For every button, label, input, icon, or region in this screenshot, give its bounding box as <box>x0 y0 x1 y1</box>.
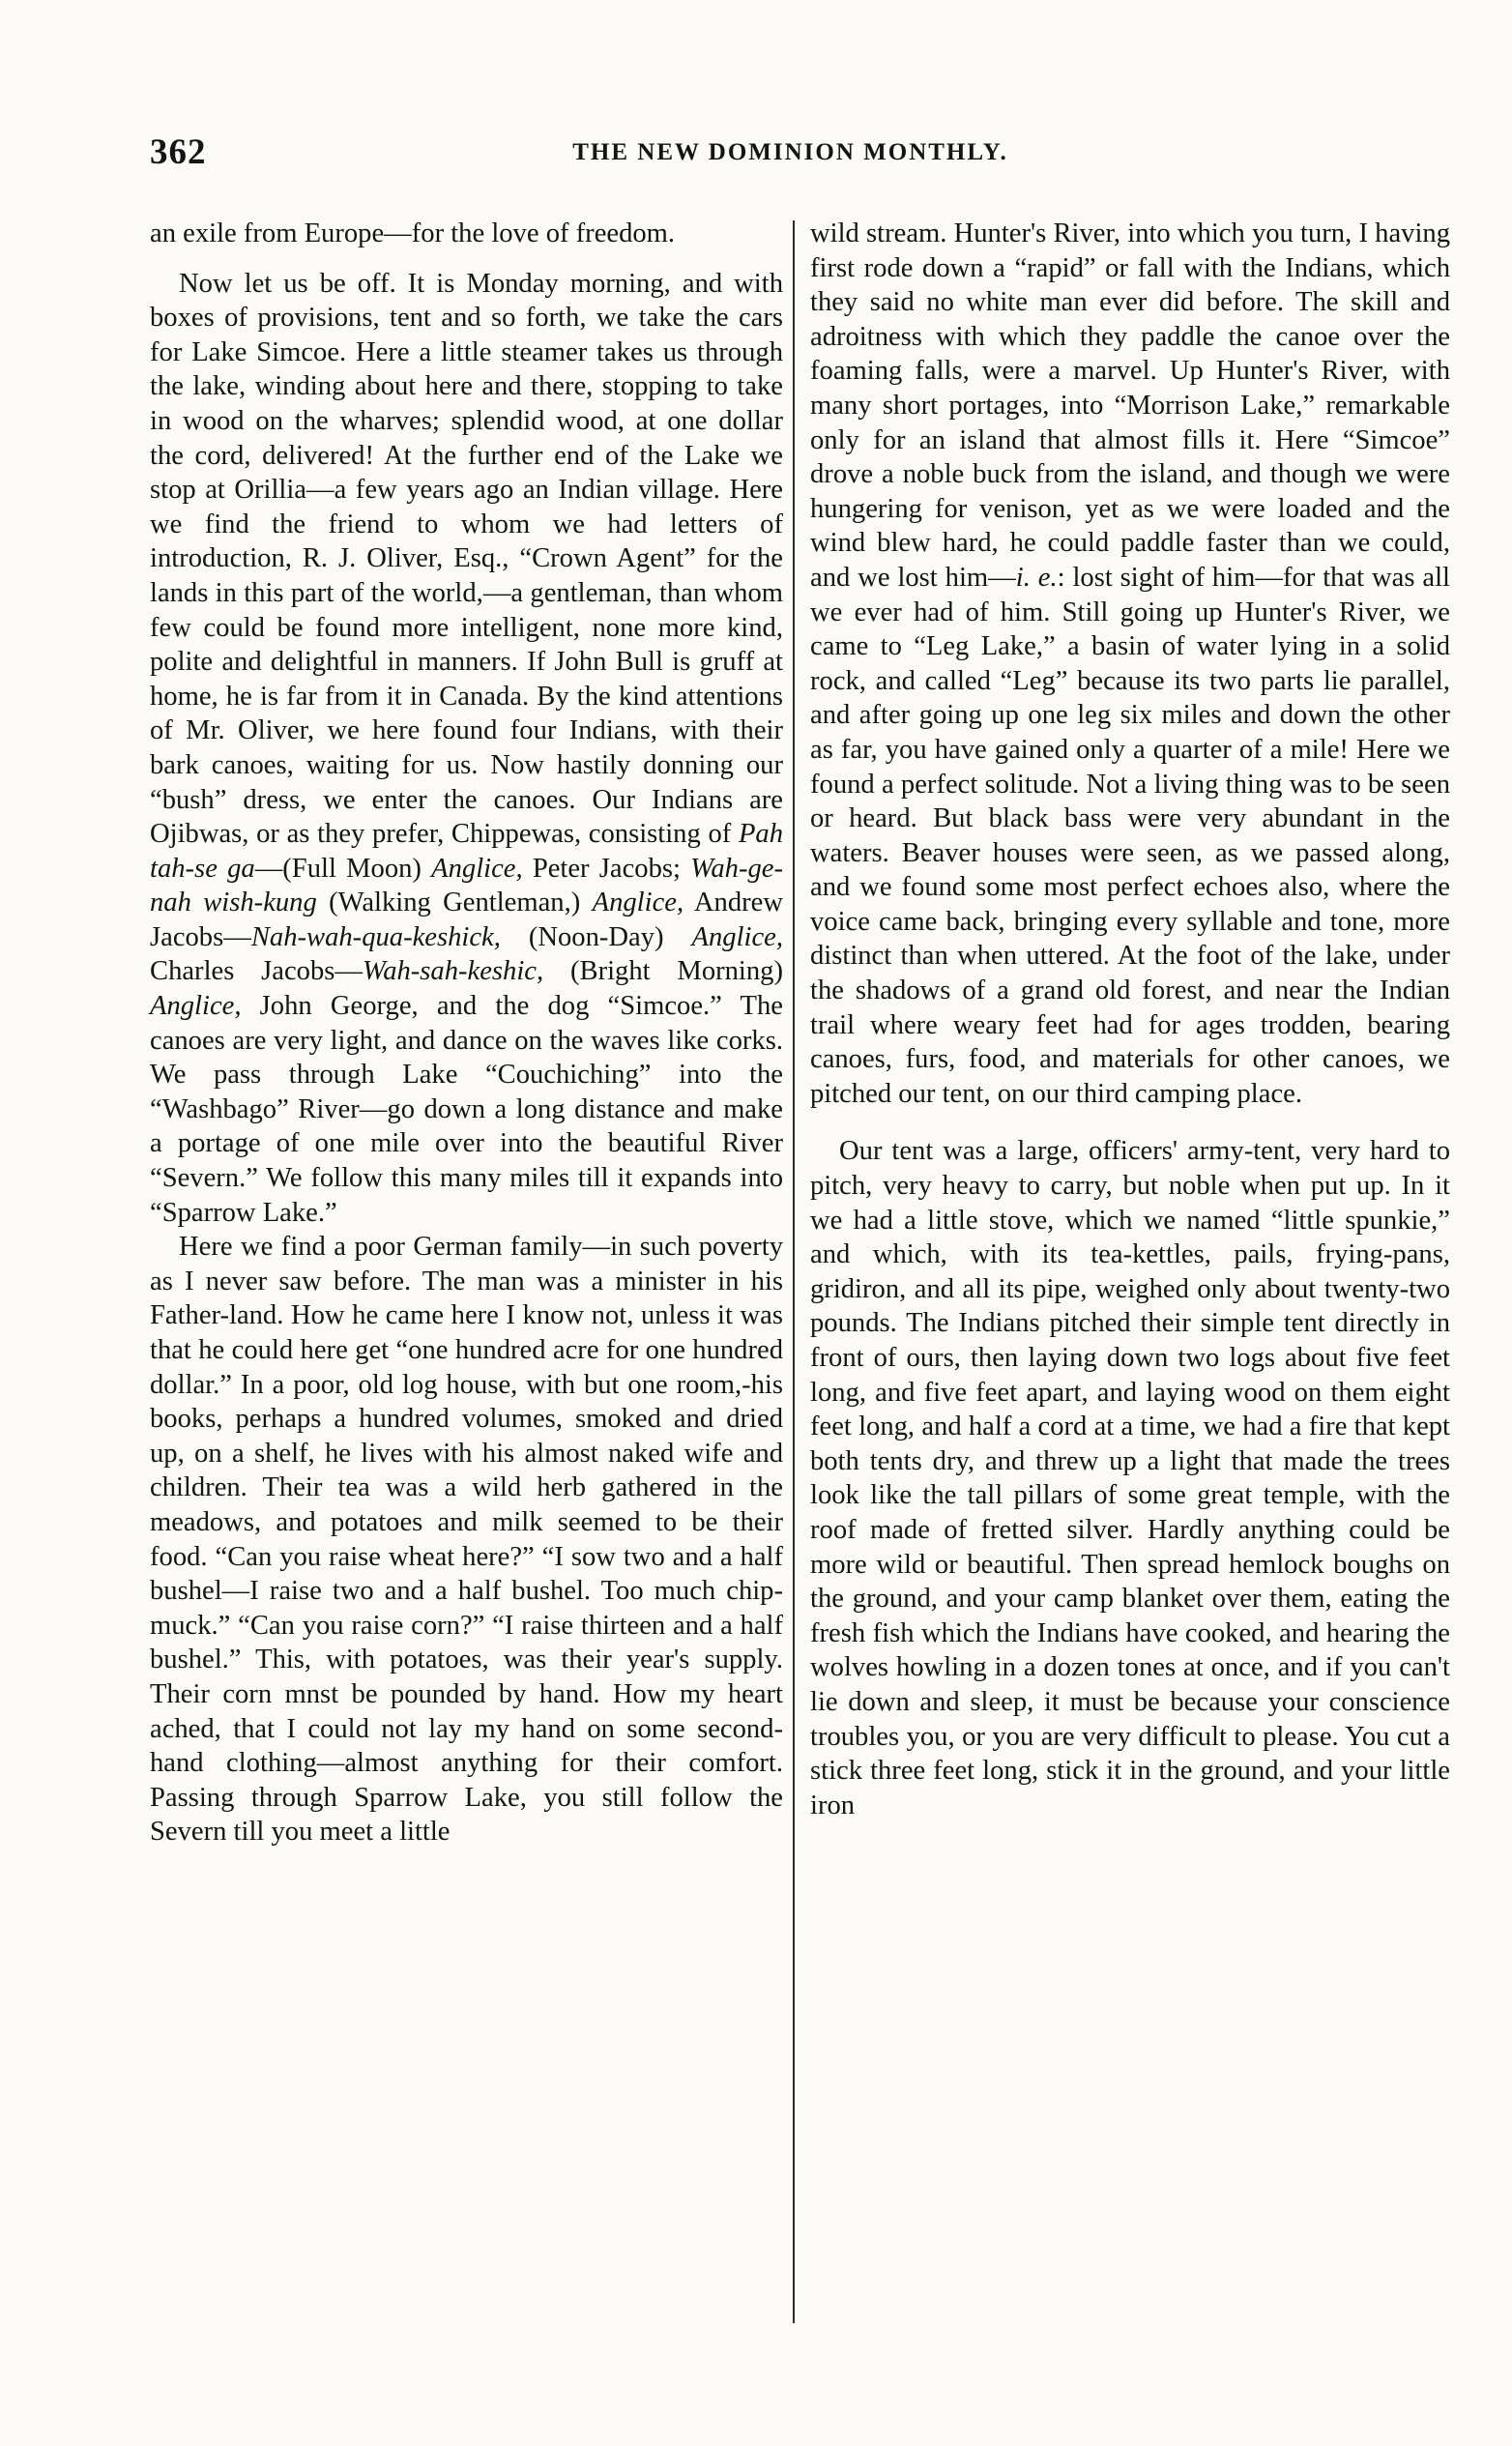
text-run: Charles Jacobs— <box>150 956 363 987</box>
text-run: (Noon-Day) <box>500 921 664 952</box>
anglice-label: Anglice, <box>592 888 684 918</box>
abbreviation: i. e. <box>1015 562 1058 593</box>
anglice-label: Anglice, <box>431 853 523 884</box>
paragraph <box>150 267 783 1231</box>
paragraph: Our tent was a large, officers' army-tent, very hard to pitch, very heavy to carry, but noble when put up. In it we had a little stove, which we named “little spunkie,” and which, with its tea-kettles, pails, frying-pans, gridiron, and all its pipe, weighed only about twenty-two pounds. The Indians pitched their simple tent directly in front of ours, then laying down two logs about five feet long, and five feet apart, and laying wood on them eight feet long, and half a cord at a time, we had a fire that kept both tents dry, and threw up a light that made the trees look like the tall pillars of some great temple, with the roof made of fretted silver. Hardly anything could be more wild or beautiful. Then spread hemlock boughs on the ground, and your camp blanket over them, eating the fresh fish which the Indians have cooked, and hearing the wolves howling in a dozen tones at once, and if you can't lie down and sleep, it must be because your conscience troubles you, or you are very difficult to please. You cut a stick three feet long, stick it in the ground, and your little iron <box>810 1136 1450 1820</box>
text-run: (Walking Gentleman,) <box>316 888 581 918</box>
text-run: John George, and the dog “Simcoe.” The canoes are very light, and dance on the waves like corks. We pass through Lake “Couchiching” into the “Washbago” River—go down a long distance and make a portage of one mile over into the beautiful River “Severn.” We follow this many miles till it expands into “Sparrow Lake.” <box>150 991 783 1228</box>
left-column <box>150 217 783 1849</box>
indian-name: Pah tah-se ga <box>150 819 783 884</box>
running-title: THE NEW DOMINION MONTHLY. <box>572 139 1008 165</box>
text-run: (Bright Morning) <box>543 956 783 987</box>
page-number: 362 <box>150 132 207 172</box>
text-run: : lost sight of him—for that was all we ever had of him. Still going up Hunter's River, we came to “Leg Lake,” a basin of water lying in a solid rock, and called “Leg” because its two parts lie parallel, and after going up one leg six miles and down the other as far, you have gained only a quarter of a mile! Here we found a perfect solitude. Not a living thing was to be seen or heard. But black bass were very abundant in the waters. Beaver houses were seen, as we passed along, and we found some most perfect echoes also, where the voice came back, bringing every syllable and tone, more distinct than when uttered. At the foot of the lake, under the shadows of a grand old forest, and near the Indian trail where weary feet had for ages trodden, bearing canoes, furs, food, and materials for other canoes, we pitched our tent, on our third camping place. <box>810 562 1450 1109</box>
column-divider <box>793 220 795 2323</box>
anglice-label: Anglice, <box>691 921 783 952</box>
text-run: Peter Jacobs; <box>522 853 681 884</box>
paragraph: Here we find a poor German family—in such poverty as I never saw before. The man was a minister in his Father-land. How he came here I know not, unless it was that he could here get “one hundred acre for one hundred dollar.” In a poor, old log house, with but one room,-his books, perhaps a hundred volumes, smoked and dried up, on a shelf, he lives with his almost naked wife and children. Their tea was a wild herb gathered in the meadows, and potatoes and milk seemed to be their food. “Can you raise wheat here?” “I sow two and a half bushel—I raise two and a half bushel. Too much chip-muck.” “Can you raise corn?” “I raise thirteen and a half bushel.” This, with potatoes, was their year's supply. Their corn mnst be pounded by hand. How my heart ached, that I could not lay my hand on some second-hand clothing—almost anything for their comfort. Passing through Sparrow Lake, you still follow the Severn till you meet a little <box>150 1232 783 1848</box>
paragraph <box>810 217 1450 1111</box>
indian-name: Wah-ge-nah wish-kung <box>150 853 783 918</box>
text-run: —(Full Moon) <box>254 853 422 884</box>
paragraph: an exile from Europe—for the love of freedom. <box>150 218 676 248</box>
page-header <box>150 131 1431 189</box>
indian-name: Nah-wah-qua-keshick, <box>250 921 501 952</box>
text-run: Andrew Jacobs— <box>150 888 783 952</box>
text-run: wild stream. Hunter's River, into which you turn, I having first rode down a “rapid” or fall with the Indians, which they said no white man ever did before. The skill and adroitness with which they paddle the canoe over the foaming falls, were a marvel. Up Hunter's River, with many short portages, into “Morrison Lake,” remarkable only for an island that almost fills it. Here “Simcoe” drove a noble buck from the island, and though we were hungering for venison, yet as we were loaded and the wind blew hard, he could paddle faster than we could, and we lost him— <box>810 218 1450 593</box>
indian-name: Wah-sah-keshic, <box>363 956 544 987</box>
text-run: Now let us be off. It is Monday morning, and with boxes of provisions, tent and so forth, we take the cars for Lake Simcoe. Here a little steamer takes us through the lake, winding about here and there, stopping to take in wood on the wharves; splendid wood, at one dollar the cord, delivered! At the further end of the Lake we stop at Orillia—a few years ago an Indian village. Here we find the friend to whom we had letters of introduction, R. J. Oliver, Esq., “Crown Agent” for the lands in this part of the world,—a gentleman, than whom few could be found more intelligent, none more kind, polite and delightful in manners. If John Bull is gruff at home, he is far from it in Canada. By the kind attentions of Mr. Oliver, we here found four Indians, with their bark canoes, waiting for us. Now hastily donning our “bush” dress, we enter the canoes. Our Indians are Ojibwas, or as they prefer, Chippewas, consisting of <box>150 268 783 850</box>
right-column <box>810 217 1450 1822</box>
anglice-label: Anglice, <box>150 991 242 1022</box>
